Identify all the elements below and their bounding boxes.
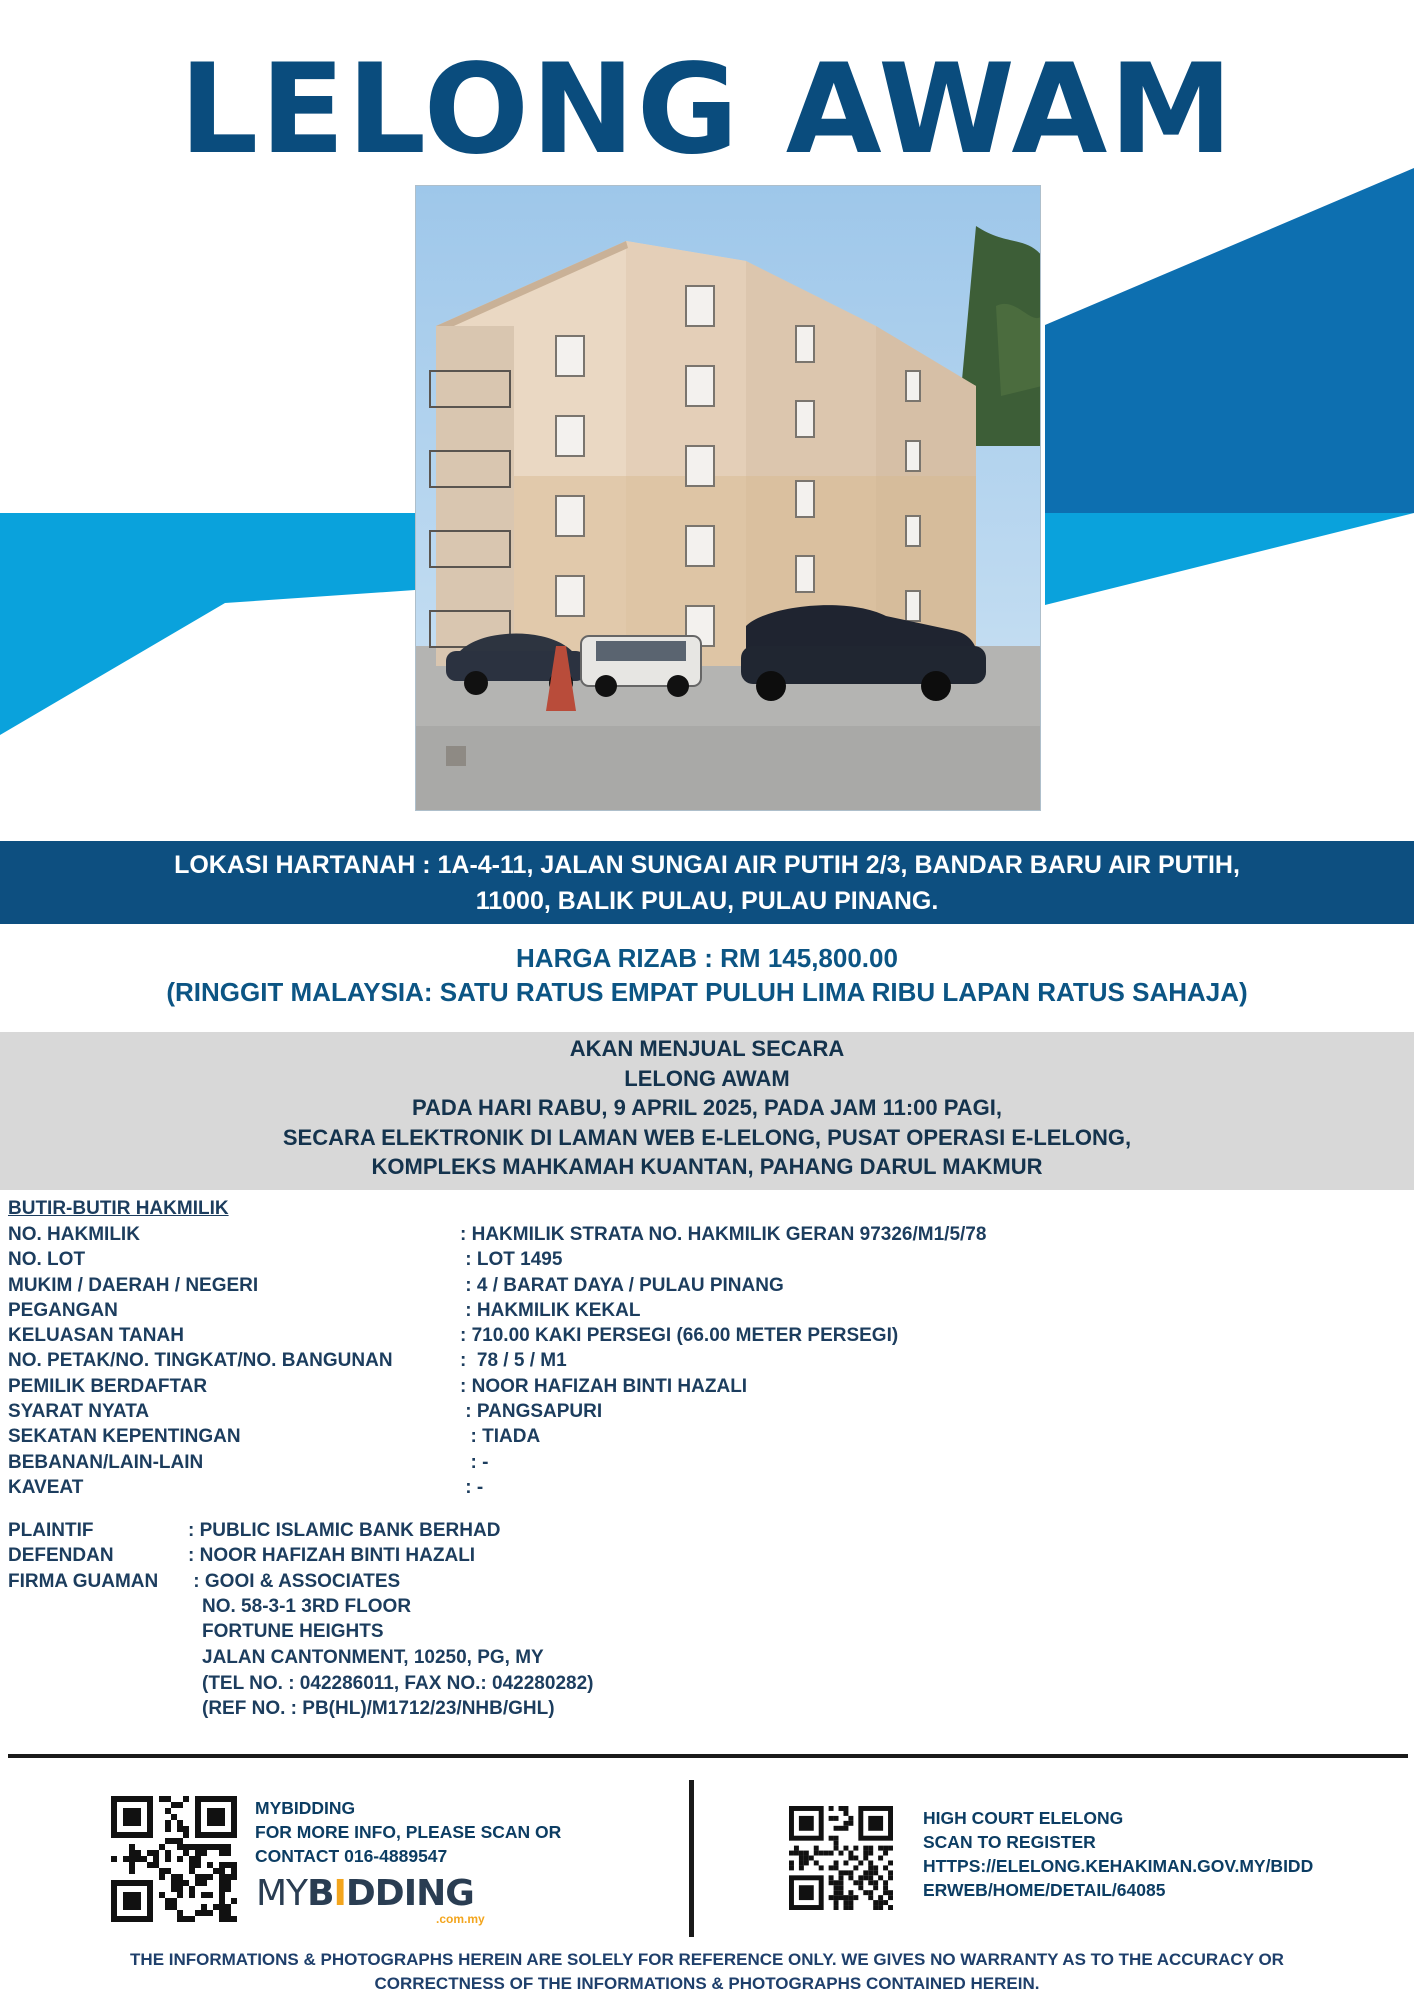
- detail-label: KAVEAT: [8, 1476, 84, 1498]
- disclaimer-line: THE INFORMATIONS & PHOTOGRAPHS HEREIN ARE SOLELY FOR REFERENCE ONLY. WE GIVES NO WARRANTY AS TO THE ACCURACY OR: [130, 1950, 1284, 1969]
- detail-value: : -: [460, 1476, 484, 1498]
- mybidding-logo: MYBIDDING: [256, 1873, 474, 1914]
- detail-label: PEMILIK BERDAFTAR: [8, 1375, 208, 1397]
- detail-value: : NOOR HAFIZAH BINTI HAZALI: [460, 1375, 748, 1397]
- detail-value: : PANGSAPURI: [460, 1401, 603, 1423]
- detail-label: PEGANGAN: [8, 1299, 118, 1321]
- mybidding-info-line: FOR MORE INFO, PLEASE SCAN OR: [255, 1822, 562, 1842]
- law-firm-address-line: (TEL NO. : 042286011, FAX NO.: 042280282): [202, 1672, 594, 1694]
- highcourt-url-link[interactable]: ERWEB/HOME/DETAIL/64085: [923, 1880, 1166, 1900]
- detail-value: : 78 / 5 / M1: [460, 1350, 567, 1372]
- party-label: PLAINTIF: [8, 1520, 94, 1541]
- reserve-price-amount: HARGA RIZAB : RM 145,800.00: [516, 943, 898, 973]
- footer-divider: [8, 1754, 1408, 1758]
- detail-row: [8, 1399, 986, 1424]
- detail-row: [8, 1298, 986, 1323]
- detail-value: : LOT 1495: [460, 1249, 563, 1271]
- party-row: [8, 1543, 593, 1568]
- mybidding-logo-domain: .com.my: [436, 1912, 485, 1926]
- auction-info-line: LELONG AWAM: [624, 1065, 790, 1091]
- highcourt-info-line: SCAN TO REGISTER: [923, 1832, 1096, 1852]
- detail-value: : HAKMILIK KEKAL: [460, 1299, 641, 1321]
- detail-value: : 710.00 KAKI PERSEGI (66.00 METER PERSEGI): [460, 1325, 899, 1347]
- party-value: : GOOI & ASSOCIATES: [188, 1570, 401, 1592]
- party-label: DEFENDAN: [8, 1545, 114, 1567]
- detail-label: BEBANAN/LAIN-LAIN: [8, 1451, 204, 1473]
- detail-value: : 4 / BARAT DAYA / PULAU PINANG: [460, 1274, 784, 1296]
- detail-row: [8, 1273, 986, 1298]
- detail-label: SEKATAN KEPENTINGAN: [8, 1426, 241, 1448]
- party-row: [8, 1569, 593, 1594]
- detail-label: NO. LOT: [8, 1249, 86, 1271]
- detail-row: [8, 1323, 986, 1348]
- detail-row: [8, 1450, 986, 1475]
- party-value: : NOOR HAFIZAH BINTI HAZALI: [188, 1545, 476, 1567]
- page-title: LELONG AWAM: [179, 38, 1235, 182]
- detail-row: [8, 1247, 986, 1272]
- disclaimer: [0, 1948, 1414, 1995]
- detail-value: : HAKMILIK STRATA NO. HAKMILIK GERAN 97326/M1/5/78: [460, 1224, 987, 1245]
- auction-info-line: SECARA ELEKTRONIK DI LAMAN WEB E-LELONG, PUSAT OPERASI E-LELONG,: [282, 1124, 1132, 1150]
- detail-value: : -: [460, 1451, 489, 1473]
- law-firm-address-line: JALAN CANTONMENT, 10250, PG, MY: [202, 1647, 544, 1669]
- party-value: : PUBLIC ISLAMIC BANK BERHAD: [188, 1520, 501, 1541]
- location-banner: [0, 841, 1414, 924]
- detail-label: SYARAT NYATA: [8, 1401, 150, 1423]
- detail-row: [8, 1424, 986, 1449]
- highcourt-url-link[interactable]: HTTPS://ELELONG.KEHAKIMAN.GOV.MY/BIDD: [923, 1856, 1314, 1876]
- reserve-price: [0, 941, 1414, 1009]
- location-line-2: 11000, BALIK PULAU, PULAU PINANG.: [475, 887, 939, 915]
- footer-vertical-divider: [689, 1780, 694, 1937]
- law-firm-address-line: FORTUNE HEIGHTS: [202, 1621, 384, 1643]
- parties: [8, 1518, 593, 1722]
- detail-label: NO. HAKMILIK: [8, 1224, 140, 1245]
- law-firm-address-line: (REF NO. : PB(HL)/M1712/23/NHB/GHL): [202, 1698, 555, 1720]
- detail-label: MUKIM / DAERAH / NEGERI: [8, 1274, 259, 1296]
- detail-row: [8, 1475, 986, 1500]
- detail-row: [8, 1348, 986, 1373]
- auction-info-line: KOMPLEKS MAHKAMAH KUANTAN, PAHANG DARUL MAKMUR: [371, 1154, 1043, 1179]
- title-details: [8, 1196, 986, 1500]
- party-label: FIRMA GUAMAN: [8, 1570, 159, 1592]
- location-line-1: LOKASI HARTANAH : 1A-4-11, JALAN SUNGAI AIR PUTIH 2/3, BANDAR BARU AIR PUTIH,: [174, 851, 1240, 879]
- mybidding-info: [255, 1796, 561, 1868]
- highcourt-info: [923, 1806, 1313, 1902]
- highcourt-info-line: HIGH COURT ELELONG: [923, 1808, 1124, 1828]
- law-firm-address-line: NO. 58-3-1 3RD FLOOR: [202, 1595, 412, 1617]
- detail-label: NO. PETAK/NO. TINGKAT/NO. BANGUNAN: [8, 1350, 393, 1372]
- title-details-heading: BUTIR-BUTIR HAKMILIK: [8, 1198, 229, 1219]
- detail-row: [8, 1222, 986, 1247]
- reserve-price-words: (RINGGIT MALAYSIA: SATU RATUS EMPAT PULUH LIMA RIBU LAPAN RATUS SAHAJA): [166, 977, 1248, 1007]
- disclaimer-line: CORRECTNESS OF THE INFORMATIONS & PHOTOGRAPHS CONTAINED HEREIN.: [374, 1973, 1040, 1993]
- party-row: [8, 1518, 593, 1543]
- mybidding-contact[interactable]: CONTACT 016-4889547: [255, 1846, 448, 1866]
- mybidding-info-line: MYBIDDING: [255, 1798, 356, 1818]
- auction-info-banner: [0, 1032, 1414, 1190]
- detail-label: KELUASAN TANAH: [8, 1325, 184, 1347]
- property-photo: [415, 185, 1041, 811]
- mybidding-qr-code-icon[interactable]: [111, 1796, 237, 1922]
- elelong-qr-code-icon[interactable]: [789, 1806, 893, 1910]
- auction-info-line: PADA HARI RABU, 9 APRIL 2025, PADA JAM 11:00 PAGI,: [411, 1095, 1003, 1120]
- auction-info-line: AKAN MENJUAL SECARA: [569, 1036, 845, 1061]
- detail-row: [8, 1374, 986, 1399]
- detail-value: : TIADA: [460, 1426, 541, 1448]
